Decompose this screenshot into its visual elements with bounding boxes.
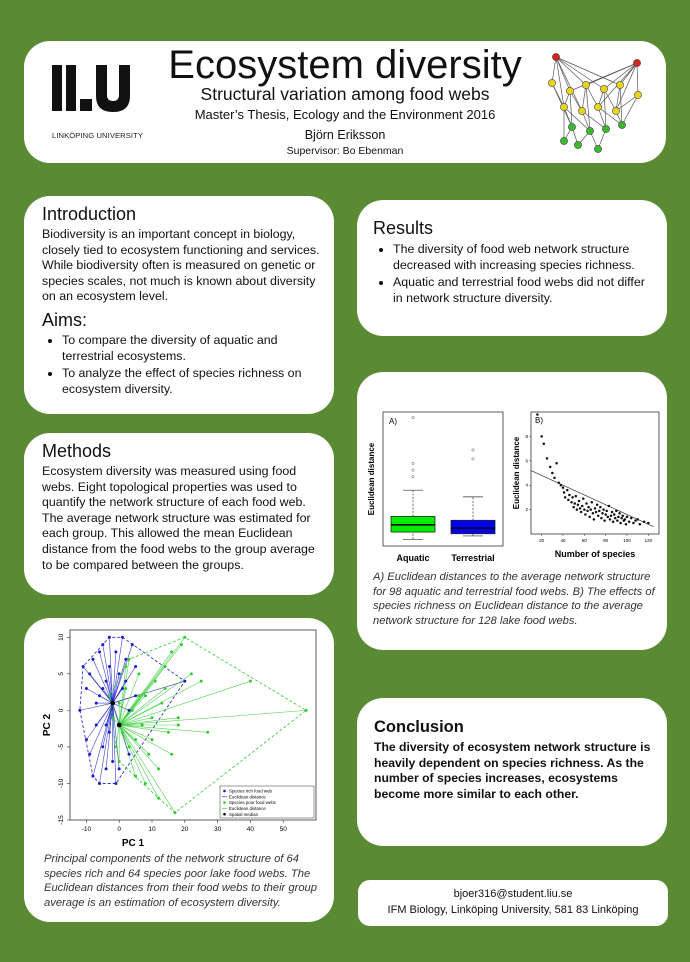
legend-swatch xyxy=(223,813,226,816)
pca-caption: Principal components of the network structure of 64 species rich and 64 species poor lake food webs. The Euclidean distances from their food webs to their group average is an estimation of ecosystem diversity. xyxy=(44,853,318,909)
conclusion-heading: Conclusion xyxy=(374,718,464,736)
x-axis-label: Number of species xyxy=(554,549,636,559)
plot-frame xyxy=(531,412,659,534)
y-axis-label: Euclidean distance xyxy=(367,442,376,516)
pca-point xyxy=(121,731,124,734)
pca-point xyxy=(157,797,160,800)
y-tick-label: 6 xyxy=(525,458,528,464)
pca-point xyxy=(173,811,176,814)
contact-panel xyxy=(358,880,668,926)
pca-point xyxy=(118,702,121,705)
pca-point xyxy=(170,753,173,756)
scatter-point xyxy=(576,508,579,511)
scatter-point xyxy=(540,435,543,438)
pca-point xyxy=(118,672,121,675)
network-node xyxy=(574,141,581,148)
scatter-point xyxy=(643,521,646,524)
network-edge xyxy=(604,89,606,129)
network-edge xyxy=(556,57,582,111)
pca-point xyxy=(124,665,127,668)
scatter-point xyxy=(615,510,618,513)
outlier-point xyxy=(412,416,414,418)
scatter-point xyxy=(585,502,588,505)
panel-label: A) xyxy=(389,417,397,426)
scatter-point xyxy=(579,507,582,510)
scatter-point xyxy=(611,511,614,513)
scatter-point xyxy=(604,513,607,516)
scatter-point xyxy=(601,512,604,515)
poster-subtitle: Structural variation among food webs xyxy=(200,84,490,104)
pca-point xyxy=(160,702,163,705)
scatter-point xyxy=(602,508,605,511)
y-tick-label: -5 xyxy=(58,744,65,750)
scatter-point xyxy=(564,496,567,499)
pca-point xyxy=(85,738,88,741)
figure-ab-caption: A) Euclidean distances to the average network structure for 98 aquatic and terrestrial food webs. B) The effects of species richness on Euclidean distance to the average network structure for 128 lake food webs. xyxy=(373,571,655,627)
scatter-point xyxy=(557,482,560,485)
scatter-point xyxy=(553,477,556,480)
outlier-point xyxy=(412,462,414,464)
results-item: • The diversity of food web network structure decreased with increasing species richness. xyxy=(393,242,653,273)
outlier-point xyxy=(472,458,474,460)
trend-line xyxy=(531,471,654,527)
spatial-median-point xyxy=(110,701,115,706)
x-tick-label: 120 xyxy=(644,538,653,543)
network-edge xyxy=(582,85,586,111)
scatter-point xyxy=(612,521,615,524)
box xyxy=(451,520,495,533)
pca-point xyxy=(200,680,203,683)
scatter-point xyxy=(572,506,575,509)
network-node xyxy=(594,103,601,110)
spatial-median-point xyxy=(117,723,122,728)
pca-point xyxy=(108,694,111,697)
scatter-point xyxy=(605,510,608,513)
x-tick-label: -10 xyxy=(81,826,92,833)
y-tick-label: 8 xyxy=(525,433,528,439)
pca-point xyxy=(137,672,140,675)
network-node xyxy=(616,81,623,88)
pca-point xyxy=(105,724,108,727)
pca-point xyxy=(141,724,144,727)
pca-point xyxy=(105,767,108,770)
y-axis-label: Euclidean distance xyxy=(512,436,521,510)
figure-ab-panel xyxy=(357,372,667,650)
pca-point xyxy=(124,658,127,661)
euclidean-distance-line xyxy=(116,725,119,747)
network-node xyxy=(602,125,609,132)
scatter-point xyxy=(630,517,633,520)
network-node xyxy=(586,127,593,134)
pca-point xyxy=(164,665,167,668)
scatter-point xyxy=(628,521,631,524)
scatter-point xyxy=(543,442,546,445)
boxplot-chart xyxy=(363,408,513,578)
scatter-point xyxy=(621,514,624,517)
scatter-point xyxy=(596,503,599,506)
scatter-point xyxy=(594,507,597,510)
pca-chart xyxy=(24,626,334,856)
scatter-point xyxy=(578,500,581,503)
legend-swatch xyxy=(223,790,226,793)
food-web-network-illustration xyxy=(542,45,652,161)
pca-point xyxy=(164,687,167,690)
scatter-point xyxy=(599,506,602,509)
scatter-point xyxy=(603,519,606,522)
scatter-point xyxy=(566,489,569,492)
network-node xyxy=(560,103,567,110)
scatter-point xyxy=(536,413,539,416)
pca-point xyxy=(131,643,134,646)
scatter-point xyxy=(600,517,603,520)
scatter-point xyxy=(617,516,620,519)
pca-point xyxy=(114,745,117,748)
pca-point xyxy=(105,680,108,683)
scatter-point xyxy=(632,522,635,525)
network-node xyxy=(582,81,589,88)
scatter-point xyxy=(589,508,592,511)
supervisor-line: Supervisor: Bo Ebenman xyxy=(286,145,404,157)
pca-point xyxy=(118,760,121,763)
pca-point xyxy=(98,694,101,697)
pca-point xyxy=(108,665,111,668)
scatter-point xyxy=(562,486,565,489)
pca-point xyxy=(134,775,137,778)
network-node xyxy=(568,123,575,130)
network-edge xyxy=(556,57,586,85)
legend-entry: Species rich food web xyxy=(229,788,272,794)
pca-point xyxy=(190,672,193,675)
pca-point xyxy=(144,694,147,697)
scatter-point xyxy=(582,497,585,500)
methods-panel xyxy=(24,433,334,595)
network-edge xyxy=(622,95,638,125)
category-label: Terrestrial xyxy=(451,553,495,563)
network-edge xyxy=(556,57,604,89)
pca-point xyxy=(114,650,117,653)
pca-point xyxy=(177,724,180,727)
outlier-point xyxy=(472,449,474,451)
x-tick-label: 100 xyxy=(623,538,631,543)
pca-point xyxy=(151,716,154,719)
aims-list xyxy=(42,333,320,397)
pca-point xyxy=(170,650,173,653)
scatter-point xyxy=(570,501,573,504)
pca-point xyxy=(95,724,98,727)
pca-point xyxy=(151,738,154,741)
pca-point xyxy=(131,709,134,712)
pca-point xyxy=(134,694,137,697)
scatter-point xyxy=(591,501,594,504)
pca-point xyxy=(111,760,114,763)
pca-point xyxy=(111,716,114,719)
introduction-text: Biodiversity is an important concept in biology, closely tied to ecosystem functioning and services. While biodiversity often is measured on genetic or species scales, not much is known about diversity on an ecosystem level. xyxy=(42,227,320,304)
scatter-point xyxy=(618,512,621,515)
pca-point xyxy=(167,731,170,734)
scatter-point xyxy=(583,508,586,511)
results-list xyxy=(373,242,653,306)
species-scatter-chart xyxy=(509,408,665,578)
y-tick-label: 0 xyxy=(58,708,65,713)
y-axis-label: PC 2 xyxy=(42,713,53,737)
scatter-point xyxy=(551,472,554,475)
pca-point xyxy=(91,775,94,778)
network-node xyxy=(552,53,559,60)
pca-point xyxy=(118,767,121,770)
pca-point xyxy=(134,738,137,741)
scatter-point xyxy=(592,512,595,515)
network-node xyxy=(633,59,640,66)
pca-point xyxy=(121,636,124,639)
y-tick-label: 4 xyxy=(525,482,528,488)
results-heading: Results xyxy=(373,218,434,238)
header-panel xyxy=(24,41,666,163)
network-node xyxy=(560,137,567,144)
y-tick-label: 5 xyxy=(58,672,65,676)
euclidean-distance-line xyxy=(100,703,113,783)
pca-point xyxy=(85,687,88,690)
results-panel xyxy=(357,200,667,336)
contact-email[interactable]: bjoer316@student.liu.se xyxy=(453,888,573,900)
scatter-point xyxy=(597,514,600,517)
y-tick-label: 2 xyxy=(525,507,528,513)
scatter-point xyxy=(567,499,570,502)
scatter-point xyxy=(647,522,650,525)
pca-point xyxy=(157,767,160,770)
scatter-point xyxy=(573,502,576,505)
pca-point xyxy=(95,702,98,705)
pca-point xyxy=(134,665,137,668)
legend-entry: Euclidean distance xyxy=(229,806,266,811)
author-name: Björn Eriksson xyxy=(304,128,386,142)
pca-point xyxy=(78,709,81,712)
outlier-point xyxy=(412,469,414,471)
pca-point xyxy=(121,687,124,690)
euclidean-distance-line xyxy=(113,637,123,703)
scatter-point xyxy=(614,517,617,520)
network-edge xyxy=(564,107,590,131)
category-label: Aquatic xyxy=(396,553,430,563)
scatter-point xyxy=(584,513,587,516)
pca-point xyxy=(128,753,131,756)
legend-swatch xyxy=(223,801,226,804)
aims-item: • To compare the diversity of aquatic and terrestrial ecosystems. xyxy=(62,333,320,364)
x-tick-label: 10 xyxy=(148,826,156,833)
scatter-point xyxy=(593,518,596,521)
network-node xyxy=(548,79,555,86)
pca-point xyxy=(91,658,94,661)
x-tick-label: 40 xyxy=(246,826,255,833)
pca-point xyxy=(101,687,104,690)
euclidean-distance-line xyxy=(119,681,201,725)
scatter-point xyxy=(586,510,589,513)
pca-point xyxy=(114,782,117,785)
pca-point xyxy=(305,709,308,712)
scatter-point xyxy=(560,484,563,487)
network-node xyxy=(618,121,625,128)
scatter-point xyxy=(571,496,574,499)
pca-point xyxy=(101,643,104,646)
pca-point xyxy=(124,687,127,690)
pca-point xyxy=(180,643,183,646)
scatter-point xyxy=(624,518,627,521)
pca-point xyxy=(128,658,131,661)
euclidean-distance-line xyxy=(119,725,145,783)
scatter-point xyxy=(577,503,580,506)
scatter-point xyxy=(549,466,552,469)
y-tick-label: -15 xyxy=(58,815,65,825)
network-edge xyxy=(637,63,638,95)
network-node xyxy=(612,107,619,114)
scatter-point xyxy=(580,511,583,513)
aims-heading: Aims: xyxy=(42,309,87,330)
scatter-point xyxy=(555,462,558,465)
scatter-point xyxy=(598,510,601,513)
pca-point xyxy=(154,680,157,683)
scatter-point xyxy=(575,495,578,498)
network-node xyxy=(634,91,641,98)
thesis-line: Master’s Thesis, Ecology and the Environment 2016 xyxy=(194,107,496,122)
legend-entry: Spatial median xyxy=(229,811,259,817)
pca-point xyxy=(124,680,127,683)
x-tick-label: 20 xyxy=(181,826,189,833)
pca-point xyxy=(249,680,252,683)
scatter-point xyxy=(620,517,623,520)
legend-entry: Euclidean distance xyxy=(229,794,266,800)
pca-point xyxy=(137,694,140,697)
scatter-point xyxy=(587,506,590,509)
introduction-heading: Introduction xyxy=(42,204,137,224)
y-tick-label: -10 xyxy=(58,778,65,789)
x-tick-label: 80 xyxy=(603,538,609,543)
scatter-point xyxy=(619,522,622,525)
x-tick-label: 50 xyxy=(279,826,287,833)
pca-point xyxy=(88,672,91,675)
introduction-panel xyxy=(24,196,334,414)
pca-point xyxy=(183,636,186,639)
scatter-point xyxy=(613,513,616,516)
aims-item: • To analyze the effect of species richness on ecosystem diversity. xyxy=(62,366,320,397)
pca-point xyxy=(98,782,101,785)
network-node xyxy=(578,107,585,114)
scatter-point xyxy=(588,516,591,519)
scatter-point xyxy=(610,514,613,517)
pca-point xyxy=(108,731,111,734)
x-tick-label: 20 xyxy=(539,538,545,543)
pca-point xyxy=(88,753,91,756)
scatter-point xyxy=(568,494,571,497)
pca-point xyxy=(128,709,131,712)
pca-point xyxy=(183,680,186,683)
scatter-point xyxy=(581,505,584,508)
pca-point xyxy=(147,753,150,756)
outlier-point xyxy=(412,476,414,478)
results-item: • Aquatic and terrestrial food webs did not differ in network structure diversity. xyxy=(393,275,653,306)
network-node xyxy=(600,85,607,92)
methods-text: Ecosystem diversity was measured using food webs. Eight topological properties was used to quantify the network structure of each food web. The average network structure was estimated for each group. This allowed the mean Euclidean distance from the food webs to the group average to be compared between the groups. xyxy=(42,464,315,572)
scatter-point xyxy=(616,519,619,522)
scatter-point xyxy=(546,457,549,460)
conclusion-text: The diversity of ecosystem network structure is heavily dependent on species richness. As the number of species increases, ecosystems become more similar to each other. xyxy=(374,740,651,801)
logo-subtext: LINKÖPING UNIVERSITY xyxy=(52,131,144,140)
scatter-point xyxy=(608,505,611,508)
network-edge xyxy=(620,85,622,125)
scatter-point xyxy=(595,511,598,513)
network-edge xyxy=(570,91,572,127)
pca-point xyxy=(101,745,104,748)
pca-point xyxy=(177,716,180,719)
pca-point xyxy=(98,650,101,653)
scatter-point xyxy=(607,516,610,519)
pca-point xyxy=(82,665,85,668)
x-axis-label: PC 1 xyxy=(121,838,145,849)
scatter-point xyxy=(639,523,642,526)
legend-entry: Species poor food webs xyxy=(229,800,276,806)
conclusion-panel xyxy=(357,698,667,846)
scatter-point xyxy=(634,519,637,522)
scatter-point xyxy=(625,523,628,526)
network-node xyxy=(566,87,573,94)
x-tick-label: 30 xyxy=(213,826,222,833)
methods-heading: Methods xyxy=(42,441,112,461)
contact-address: IFM Biology, Linköping University, 581 83 Linköping xyxy=(387,904,639,916)
network-edge xyxy=(552,57,556,83)
scatter-point xyxy=(636,518,639,521)
x-tick-label: 40 xyxy=(560,538,566,543)
y-tick-label: 10 xyxy=(58,633,65,641)
poster-title: Ecosystem diversity xyxy=(168,43,522,87)
scatter-point xyxy=(626,516,629,519)
scatter-point xyxy=(609,518,612,521)
pca-point xyxy=(206,731,209,734)
x-tick-label: 0 xyxy=(117,826,122,833)
pca-point xyxy=(108,636,111,639)
x-tick-label: 60 xyxy=(581,538,587,543)
pca-point xyxy=(144,782,147,785)
euclidean-distance-line xyxy=(119,725,158,769)
pca-panel xyxy=(24,618,334,922)
euclidean-distance-line xyxy=(119,710,306,725)
panel-label: B) xyxy=(535,416,543,425)
pca-point xyxy=(128,745,131,748)
scatter-point xyxy=(563,491,566,494)
network-node xyxy=(594,145,601,152)
